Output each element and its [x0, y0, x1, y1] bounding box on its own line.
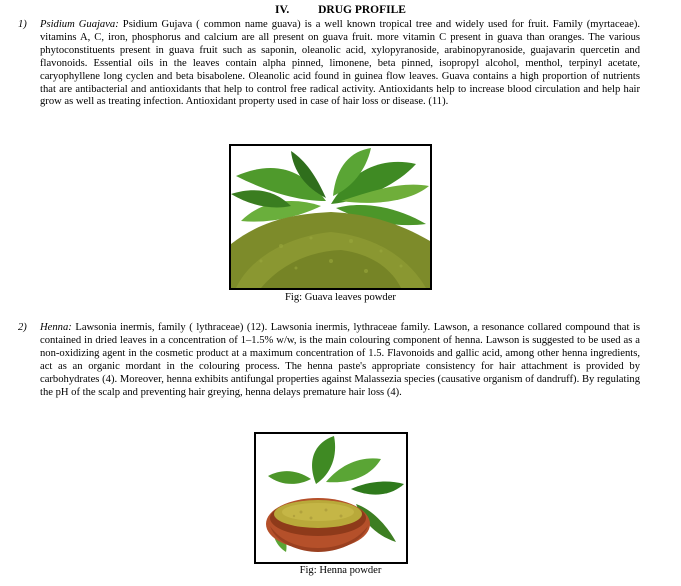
guava-text: Psidium Gujava ( common name guava) is a well known tropical tree and widely used for fruit. Family (myrtaceae). vitamins A, C, iron, phosphorus and calcium are all present on guava fruit. more vitamin C present in guava than oranges. The various phytoconstituents present in guava fruit such as saponin, oleanolic acid, xylopyranoside, arabinopyranoside, guajavarin quercetin and flavonoids. Essential oils in the leaves contain alpha pinned, limonene, beta pinned, isopropyl alcohol, menthol, terpinyl acetate, caryophyllene long cyclen and beta bisabolene. Oleanolic acid found in guinea flow leaves. Guava contains a high proportion of nutrients that are antibacterial and antioxidants that help to control free radical activity. Antioxidants help to increase blood circulation and help hair grow as well as treating infection. Antioxidant property used in case of hair loss or disease. (11). — [40, 19, 640, 108]
guava-term: Psidium Guajava: — [40, 19, 119, 30]
henna-text: Lawsonia inermis, family ( lythraceae) (12). Lawsonia inermis, lythraceae family. Lawson, a resonance collared compound that is contained in dried leaves in a concentration of 1–1.5% w/w, is the main colouring component of henna. Lawson is suggested to be used as a non-oxidizing agent in the cosmetic product at a maximum concentration of 1.5. Flavonoids and gallic acid, among other henna ingredients, act as an organic mordant in the colouring process. The henna paste's appropriate consistency for hair attachment is provided by carbohydrates (4). Moreover, henna exhibits antifungal properties against Malassezia species (causative organism of dandruff). By regulating the pH of the scalp and preventing hair greying, henna delays premature hair loss (4). — [40, 322, 641, 398]
henna-powder-image — [254, 432, 408, 564]
section-number: IV. — [275, 4, 290, 16]
guava-paragraph — [18, 19, 640, 109]
list-marker: 2) — [18, 322, 27, 333]
henna-term: Henna: — [40, 322, 72, 333]
henna-powder-illustration — [256, 434, 406, 562]
henna-caption: Fig: Henna powder — [299, 565, 382, 576]
guava-powder-image — [229, 144, 432, 290]
list-marker: 1) — [18, 19, 27, 30]
guava-powder-illustration — [231, 146, 430, 288]
henna-paragraph — [18, 322, 641, 399]
section-title: DRUG PROFILE — [318, 4, 406, 16]
guava-caption: Fig: Guava leaves powder — [285, 292, 396, 303]
section-heading — [0, 4, 681, 16]
